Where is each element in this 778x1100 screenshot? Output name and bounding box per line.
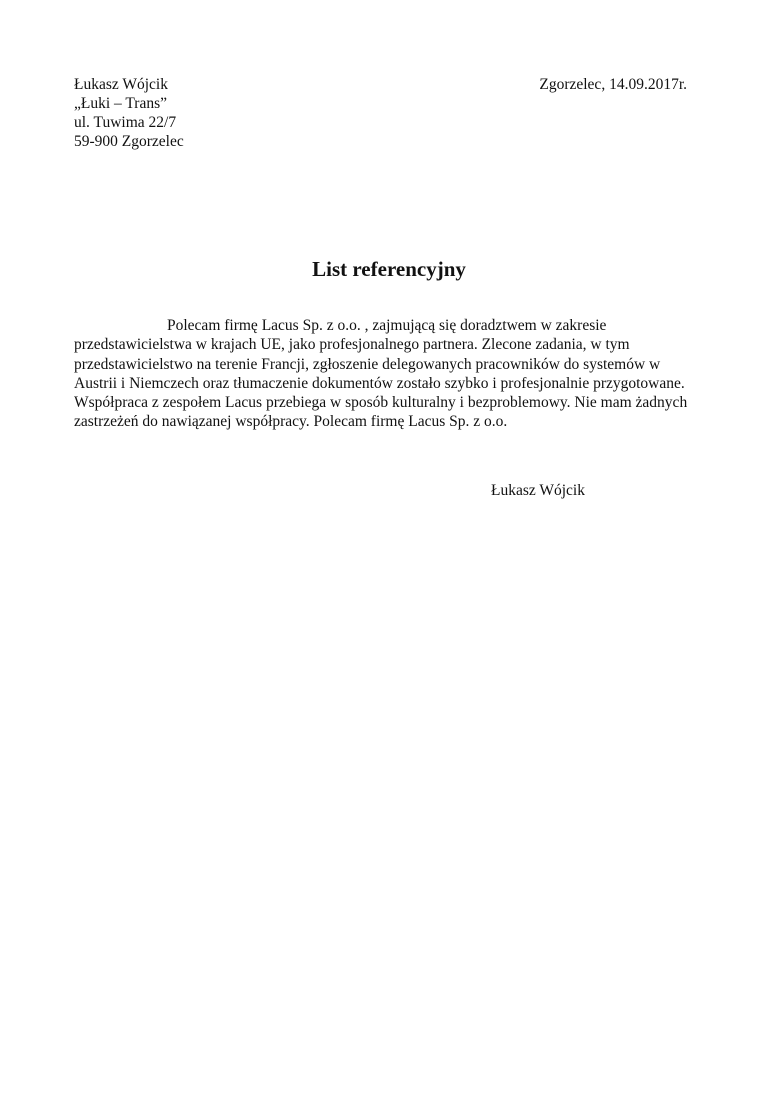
letter-title: List referencyjny: [312, 257, 466, 281]
body-line: Austrii i Niemczech oraz tłumaczenie dokumentów zostało szybko i profesjonalnie przygotowane.: [74, 374, 685, 392]
sender-address-block: [74, 75, 184, 151]
signature-name: Łukasz Wójcik: [491, 482, 585, 499]
body-line: Polecam firmę Lacus Sp. z o.o. , zajmującą się doradztwem w zakresie: [167, 317, 607, 334]
place-and-date: Zgorzelec, 14.09.2017r.: [539, 76, 687, 93]
body-line: przedstawicielstwa w krajach UE, jako profesjonalnego partnera. Zlecone zadania, w tym: [74, 336, 630, 354]
body-line: Współpraca z zespołem Lacus przebiega w sposób kulturalny i bezproblemowy. Nie mam żadnych: [74, 394, 688, 412]
body-line: zastrzeżeń do nawiązanej współpracy. Polecam firmę Lacus Sp. z o.o.: [74, 413, 508, 431]
sender-street: ul. Tuwima 22/7: [74, 114, 177, 131]
sender-company: „Łuki – Trans”: [74, 95, 167, 112]
sender-city: 59-900 Zgorzelec: [74, 133, 184, 150]
letter-body: [74, 316, 714, 432]
sender-name: Łukasz Wójcik: [74, 76, 168, 93]
body-line: przedstawicielstwo na terenie Francji, zgłoszenie delegowanych pracowników do systemów w: [74, 355, 661, 373]
